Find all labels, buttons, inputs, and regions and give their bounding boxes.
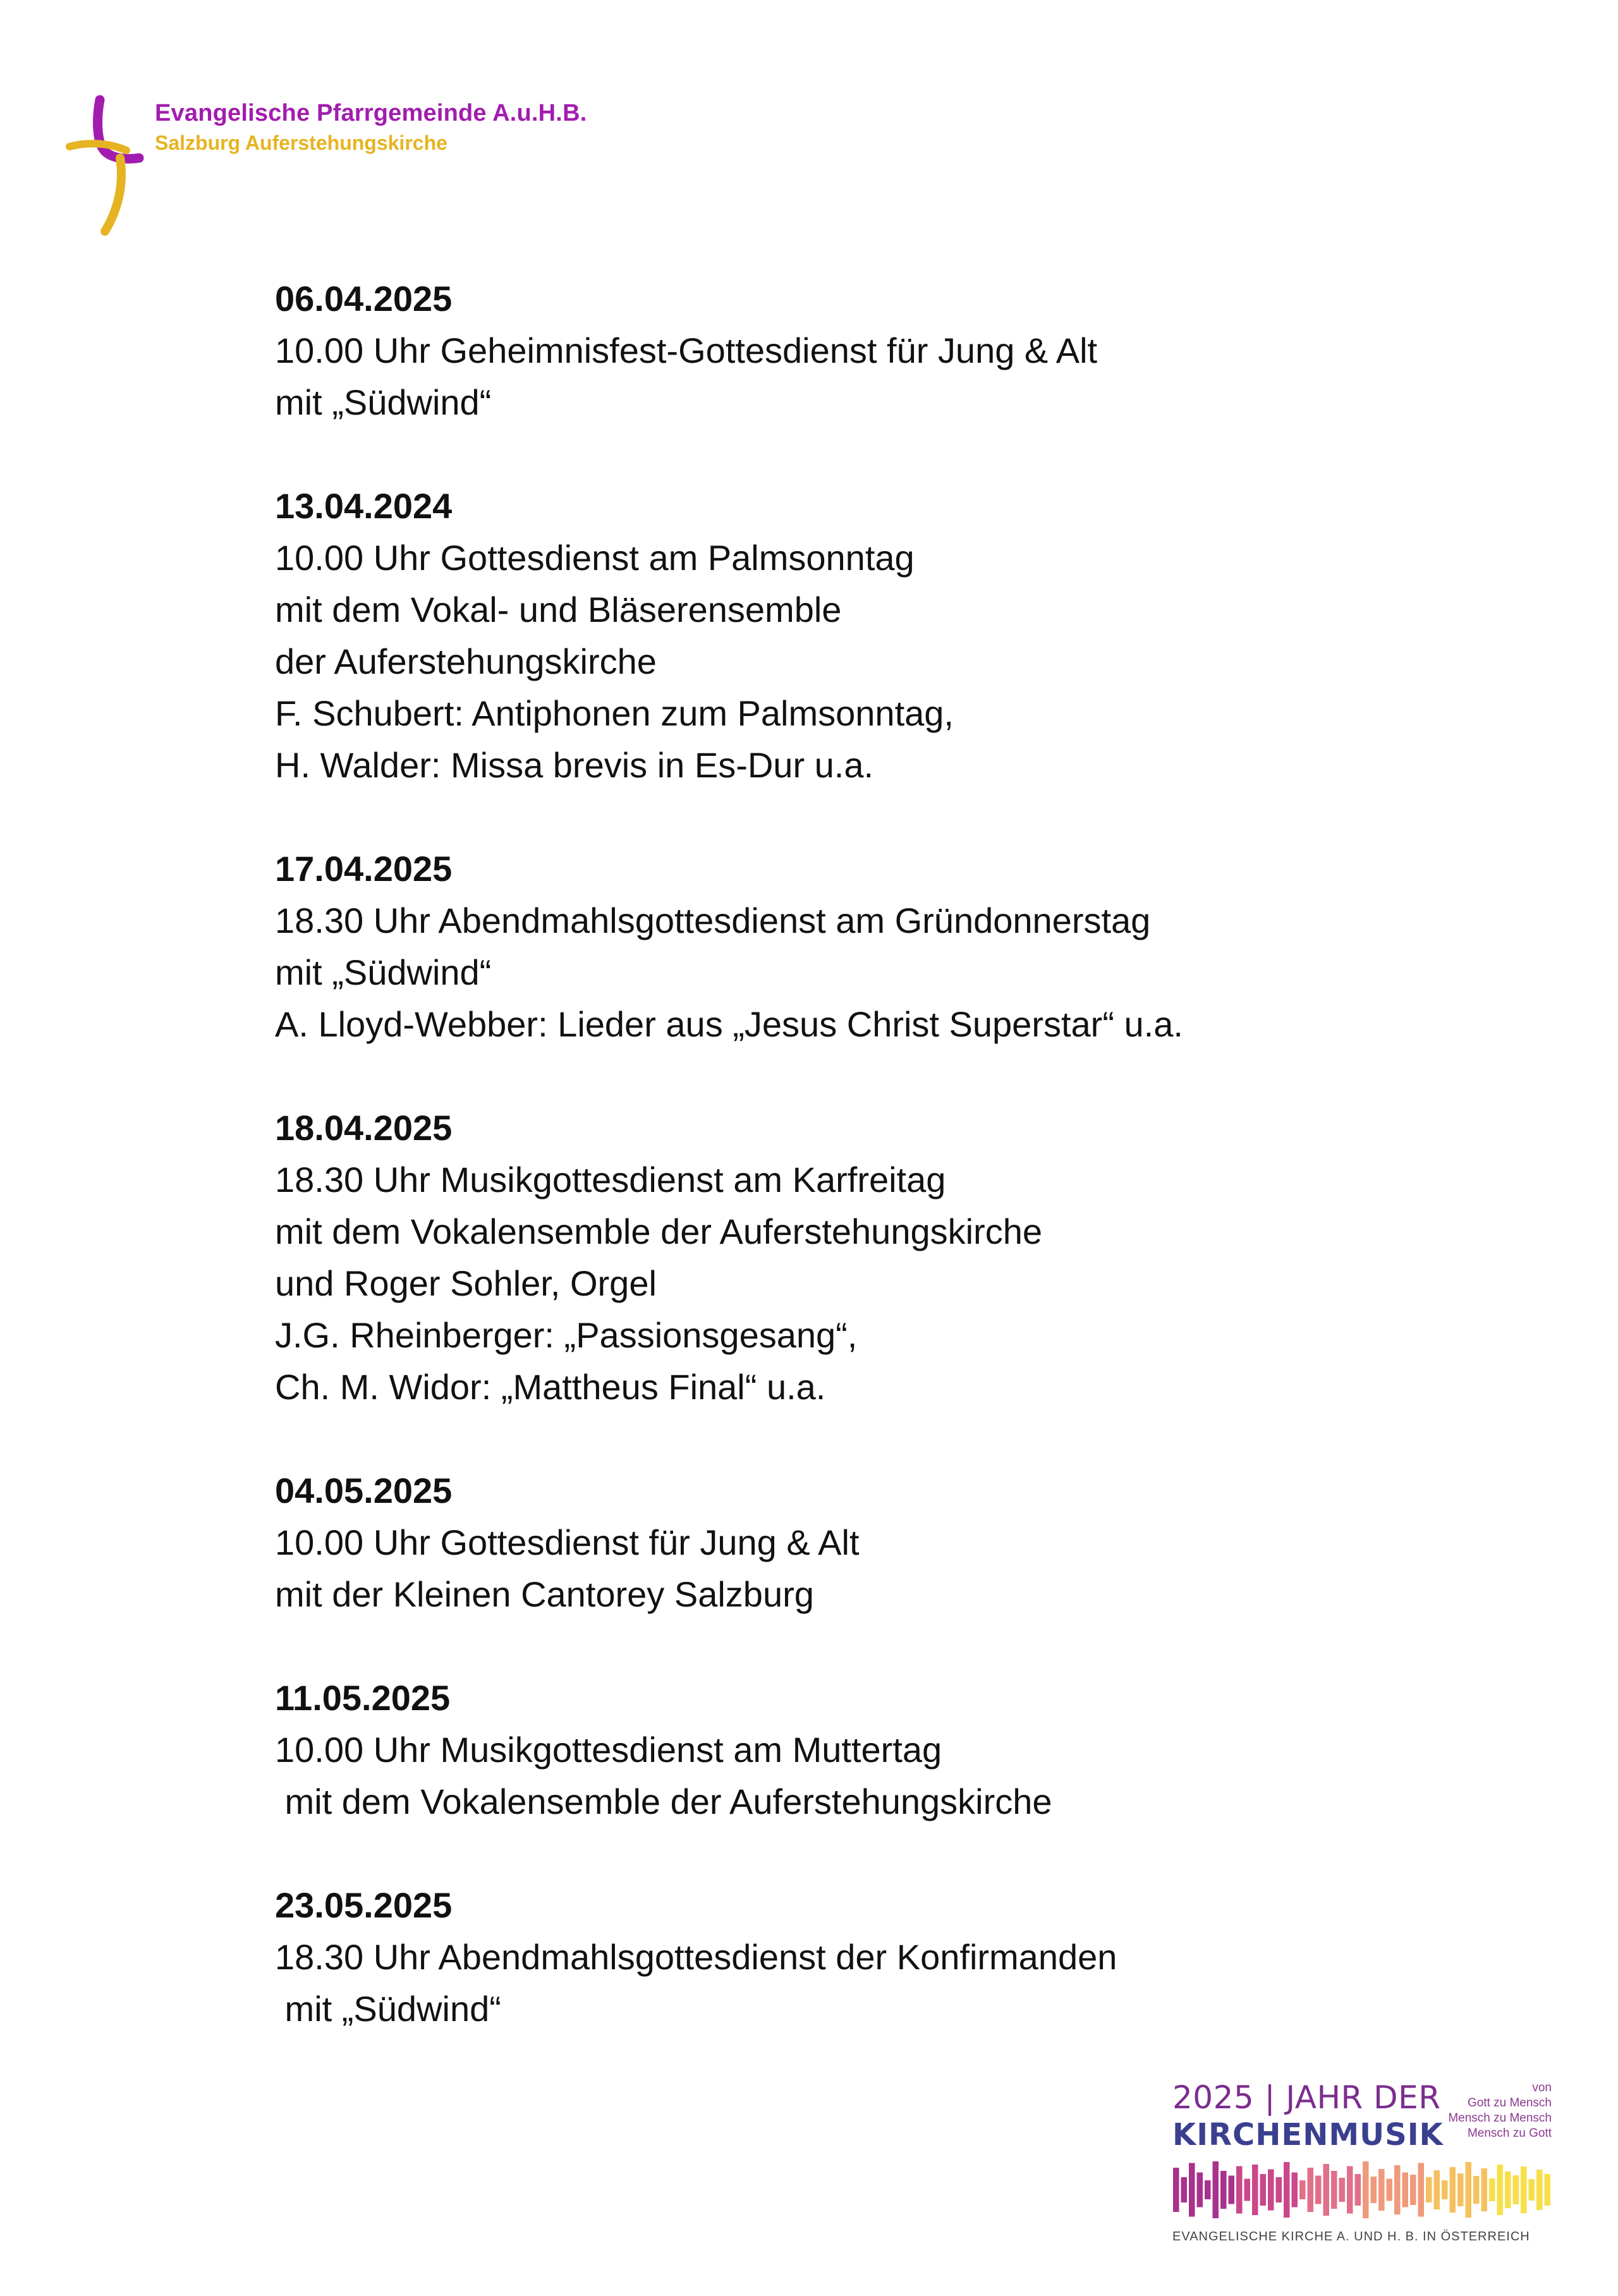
event-date: 04.05.2025 [275,1471,453,1510]
sound-bar [1410,2175,1416,2205]
sound-bar [1276,2177,1282,2202]
logo-church-line: EVANGELISCHE KIRCHE A. UND H. B. IN ÖSTERREICH [1172,2230,1530,2244]
logo-motto [1448,2080,1552,2141]
event-line: mit dem Vokalensemble der Auferstehungskirche [275,1212,1042,1251]
org-name: Evangelische Pfarrgemeinde A.u.H.B. [155,100,587,126]
event-item [275,480,1413,791]
sound-bar [1236,2166,1243,2214]
event-line: mit „Südwind“ [275,1989,501,2029]
event-line: 18.30 Uhr Musikgottesdienst am Karfreitag [275,1160,946,1200]
event-line: F. Schubert: Antiphonen zum Palmsonntag, [275,693,954,733]
event-line: der Auferstehungskirche [275,641,657,681]
sound-bar [1292,2173,1298,2208]
event-list [275,273,1413,2087]
event-line: 18.30 Uhr Abendmahlsgottesdienst am Gründonnerstag [275,901,1151,940]
event-item [275,1465,1413,1620]
event-line: 18.30 Uhr Abendmahlsgottesdienst der Konfirmanden [275,1937,1117,1977]
event-line: mit „Südwind“ [275,952,492,992]
event-line: mit „Südwind“ [275,382,492,422]
parish-logo [63,95,695,240]
sound-bar [1450,2167,1456,2213]
sound-bar [1457,2173,1464,2206]
sound-bar [1331,2171,1337,2209]
sound-bar [1529,2179,1535,2201]
motto-line: Mensch zu Mensch [1448,2111,1552,2125]
sound-bar [1378,2169,1385,2211]
event-line: mit dem Vokal- und Bläserensemble [275,590,842,629]
sound-bar [1189,2163,1195,2217]
sound-bar [1466,2162,1472,2218]
logo-title: KIRCHENMUSIK [1172,2117,1444,2153]
sound-bar [1536,2170,1543,2210]
sound-bar [1387,2179,1393,2201]
sound-bar [1252,2165,1258,2215]
sound-bar [1339,2178,1346,2202]
sound-bar [1505,2171,1511,2208]
sound-bar [1268,2170,1274,2211]
sound-bar [1173,2168,1179,2212]
event-line: 10.00 Uhr Musikgottesdienst am Muttertag [275,1730,942,1770]
event-date: 11.05.2025 [275,1678,451,1718]
event-line: A. Lloyd-Webber: Lieder aus „Jesus Christ Superstar“ u.a. [275,1004,1183,1044]
sound-bar [1205,2180,1211,2199]
event-line: mit der Kleinen Cantorey Salzburg [275,1574,814,1614]
event-date: 06.04.2025 [275,279,453,319]
sound-bar [1181,2177,1188,2202]
motto-line: Mensch zu Gott [1467,2127,1552,2140]
event-date: 17.04.2025 [275,849,453,889]
sound-bar [1220,2171,1227,2209]
event-item [275,273,1413,428]
sound-bar [1545,2174,1551,2206]
sound-bar [1355,2174,1361,2206]
sound-bar [1363,2161,1369,2218]
cross-icon [63,95,145,240]
motto-line: Gott zu Mensch [1467,2096,1552,2110]
sound-bar [1489,2178,1495,2201]
sound-bar [1260,2174,1267,2206]
org-subtitle: Salzburg Auferstehungskirche [155,131,447,154]
sound-bar [1481,2168,1488,2211]
kirchenmusik-logo [1172,2079,1552,2250]
event-date: 13.04.2024 [275,486,453,526]
sound-bar [1315,2176,1322,2204]
event-date: 18.04.2025 [275,1108,453,1148]
event-line: Ch. M. Widor: „Mattheus Final“ u.a. [275,1367,826,1407]
sound-bar [1323,2164,1330,2216]
event-line: 10.00 Uhr Gottesdienst für Jung & Alt [275,1522,860,1562]
sound-bar [1513,2175,1519,2204]
sound-bar [1497,2165,1504,2215]
sound-bar [1371,2177,1377,2203]
sound-bar [1229,2176,1235,2204]
sound-bar [1434,2170,1440,2209]
event-date: 23.05.2025 [275,1885,453,1925]
event-item [275,1102,1413,1413]
sound-bar [1473,2176,1480,2204]
event-line: H. Walder: Missa brevis in Es-Dur u.a. [275,745,874,785]
logo-year-line: 2025 | JAHR DER [1172,2079,1441,2116]
sound-bar [1244,2179,1251,2201]
sound-bars-graphic [1172,2158,1552,2221]
event-item [275,1672,1413,1828]
sound-bar [1284,2162,1290,2218]
event-line: J.G. Rheinberger: „Passionsgesang“, [275,1315,858,1355]
motto-line: von [1532,2081,1552,2094]
sound-bar [1347,2166,1353,2214]
event-line: 10.00 Uhr Gottesdienst am Palmsonntag [275,538,915,578]
sound-bar [1418,2163,1425,2217]
event-item [275,843,1413,1050]
event-line: und Roger Sohler, Orgel [275,1263,657,1303]
event-item [275,1880,1413,2035]
sound-bar [1213,2161,1219,2218]
sound-bar [1308,2168,1314,2212]
event-line: 10.00 Uhr Geheimnisfest-Gottesdienst für Jung & Alt [275,331,1098,370]
sound-bar [1197,2173,1203,2208]
sound-bar [1299,2180,1306,2199]
event-line: mit dem Vokalensemble der Auferstehungskirche [275,1782,1052,1821]
sound-bar [1402,2173,1409,2208]
sound-bar [1426,2177,1432,2202]
sound-bar [1442,2180,1448,2199]
sound-bar [1521,2166,1527,2213]
sound-bar [1394,2165,1401,2214]
